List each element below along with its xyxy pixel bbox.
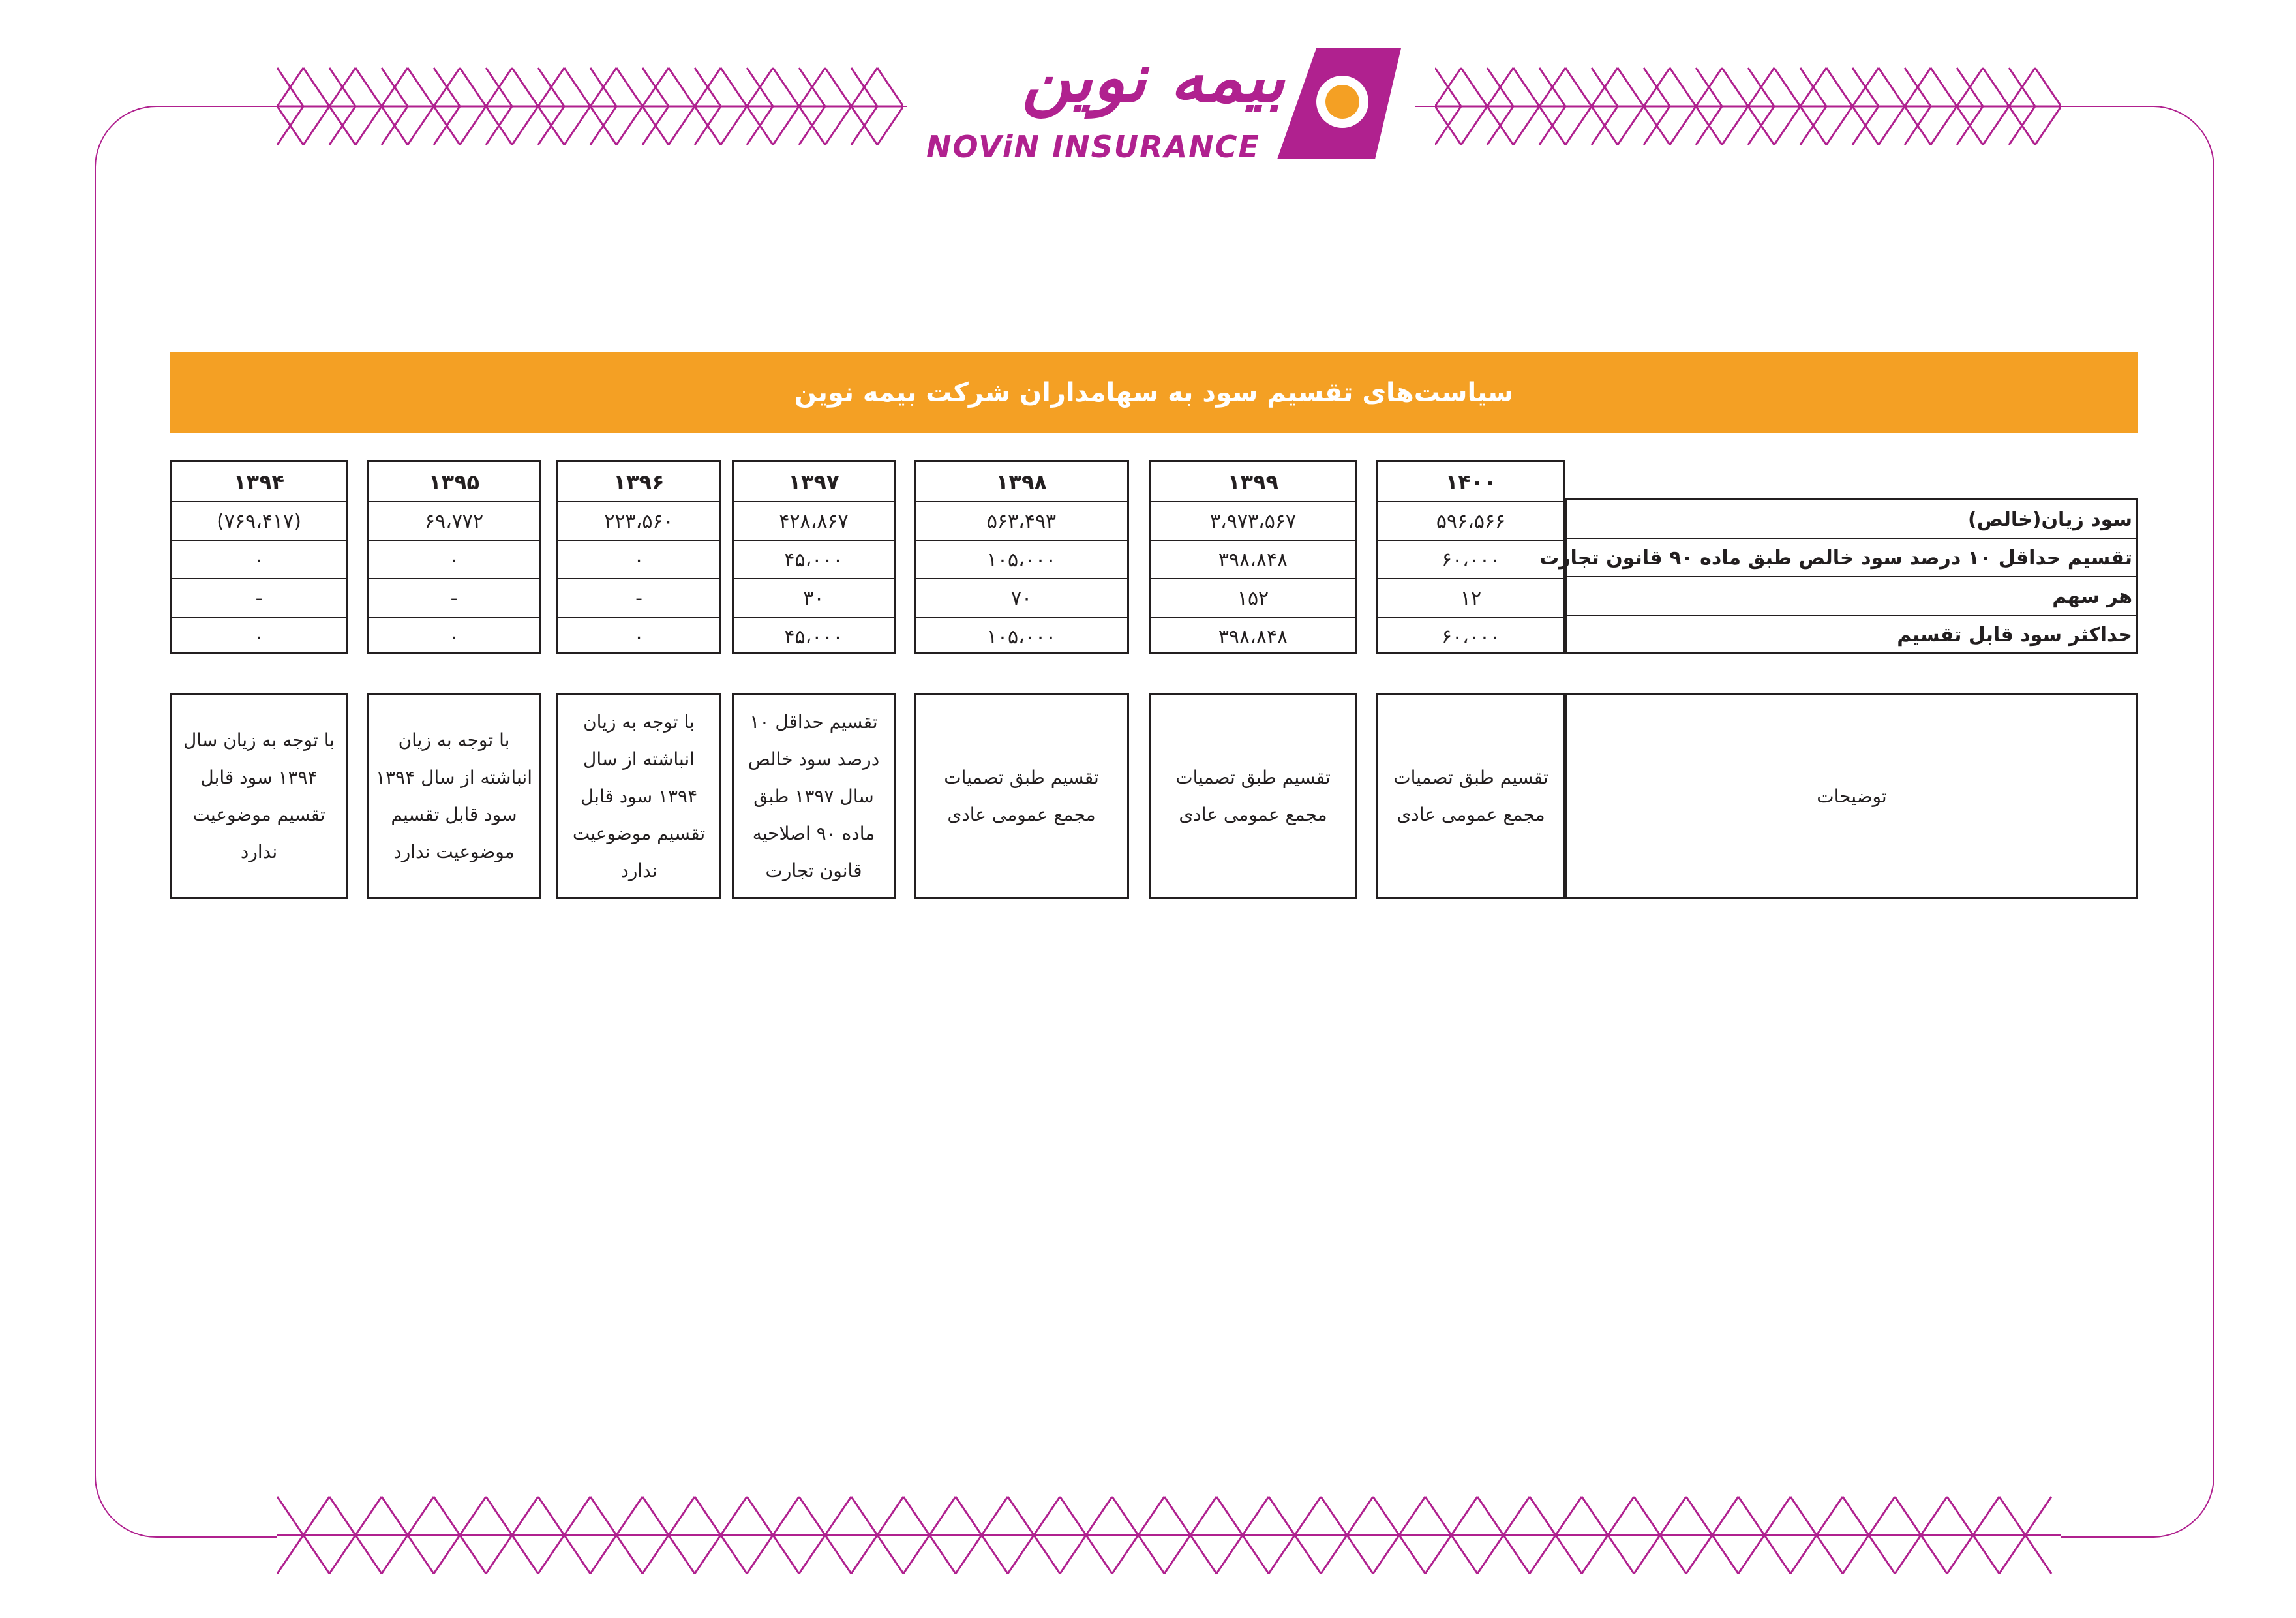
table-cell: - (255, 587, 263, 610)
table-cell: ۶۹،۷۷۲ (424, 510, 484, 533)
row-divider (1567, 576, 2136, 577)
top-right-pattern (1435, 64, 2061, 149)
table-cell: ۵۶۳،۴۹۳ (986, 510, 1057, 533)
year-header: ۱۳۹۸ (995, 470, 1048, 495)
year-column (556, 460, 721, 654)
description-label: توضیحات (1817, 785, 1887, 807)
table-cell: ۰ (633, 626, 644, 649)
description-column (170, 693, 348, 899)
year-header: ۱۳۹۴ (233, 470, 285, 495)
table-cell: ۳،۹۷۳،۵۶۷ (1209, 510, 1297, 533)
year-header: ۱۳۹۶ (613, 470, 665, 495)
logo-wordmark-en: NOViN INSURANCE (926, 129, 1260, 164)
table-cell: ۴۵،۰۰۰ (784, 549, 843, 572)
description-text: تقسیم طبق تصمیات مجمع عمومی عادی (1175, 767, 1331, 825)
table-cell: ۲۲۳،۵۶۰ (604, 510, 674, 533)
description-text: با توجه به زیان سال ۱۳۹۴ سود قابل تقسیم موضوعیت ندارد (183, 729, 335, 862)
description-text: با توجه به زیان انباشته از سال ۱۳۹۴ سود قابل تقسیم موضوعیت ندارد (572, 710, 706, 881)
description-text: تقسیم حداقل ۱۰ درصد سود خالص سال ۱۳۹۷ طبق ماده ۹۰ اصلاحیه قانون تجارت (748, 710, 880, 881)
description-column (1149, 693, 1357, 899)
row-label: تقسیم حداقل ۱۰ درصد سود خالص طبق ماده ۹۰ قانون تجارت (1539, 547, 2132, 570)
logo-mark-icon (1277, 48, 1401, 159)
table-cell: ۰ (448, 549, 460, 572)
year-column (914, 460, 1129, 654)
table-cell: ۰ (448, 626, 460, 649)
page-title: سیاست‌های تقسیم سود به سهامداران شرکت بیمه نوین (170, 352, 2138, 433)
table-cell: ۳۹۸،۸۴۸ (1218, 549, 1288, 572)
description-column (1376, 693, 1565, 899)
logo-wordmark-fa: بیمه نوین (1021, 38, 1285, 117)
row-label: هر سهم (2052, 585, 2132, 608)
year-column (367, 460, 541, 654)
table-cell: ۳۹۸،۸۴۸ (1218, 626, 1288, 649)
year-header: ۱۳۹۵ (428, 470, 480, 495)
table-cell: ۱۲ (1460, 587, 1482, 610)
description-text: با توجه به زیان انباشته از سال ۱۳۹۴ سود قابل تقسیم موضوعیت ندارد (376, 729, 532, 862)
year-column (732, 460, 896, 654)
year-header: ۱۳۹۹ (1227, 470, 1279, 495)
description-column (367, 693, 541, 899)
description-column (914, 693, 1129, 899)
description-column (732, 693, 896, 899)
row-label-column (1539, 498, 2138, 654)
description-text: تقسیم طبق تصمیات مجمع عمومی عادی (944, 767, 1099, 825)
company-logo (907, 38, 1415, 175)
table-cell: ۶۰،۰۰۰ (1441, 626, 1501, 649)
year-header: ۱۳۹۷ (788, 470, 839, 495)
description-column (556, 693, 721, 899)
table-cell: ۰ (633, 549, 644, 572)
table-cell: ۴۲۸،۸۶۷ (779, 510, 849, 533)
top-left-pattern (277, 64, 903, 149)
table-cell: ۳۰ (803, 587, 824, 610)
description-label-cell (1565, 693, 2138, 899)
table-cell: - (450, 587, 458, 610)
bottom-pattern (277, 1493, 2061, 1578)
year-column (170, 460, 348, 654)
table-cell: ۱۰۵،۰۰۰ (986, 549, 1057, 572)
table-cell: ۷۰ (1010, 587, 1033, 610)
table-cell: ۴۵،۰۰۰ (784, 626, 843, 649)
year-header: ۱۴۰۰ (1445, 470, 1497, 495)
table-cell: ۰ (253, 626, 265, 649)
table-cell: ۱۰۵،۰۰۰ (986, 626, 1057, 649)
year-column (1376, 460, 1565, 654)
table-cell: ۰ (253, 549, 265, 572)
table-cell: ۵۹۶،۵۶۶ (1436, 510, 1506, 533)
row-label: سود زیان(خالص) (1967, 508, 2132, 531)
table-cell: (۷۶۹،۴۱۷) (217, 510, 301, 533)
description-text: تقسیم طبق تصمیات مجمع عمومی عادی (1393, 767, 1548, 825)
year-column (1149, 460, 1357, 654)
table-cell: ۱۵۲ (1237, 587, 1269, 610)
row-label: حداکثر سود قابل تقسیم (1897, 624, 2132, 647)
table-cell: ۶۰،۰۰۰ (1441, 549, 1501, 572)
table-cell: - (635, 587, 642, 610)
